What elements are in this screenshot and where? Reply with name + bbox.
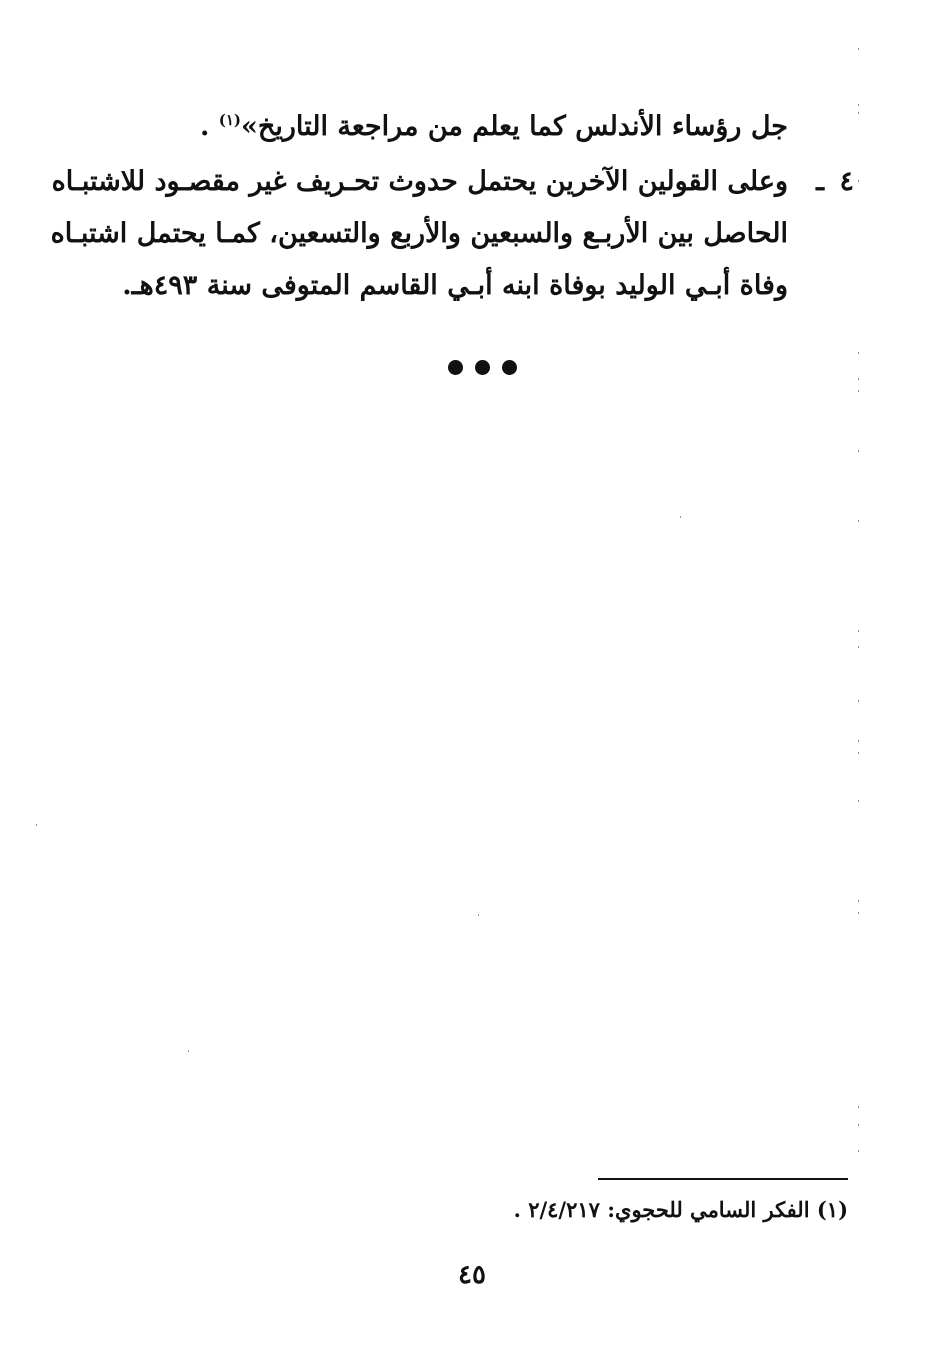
scan-speck bbox=[858, 48, 859, 50]
text-line-4: وفاة أبـي الوليد بوفاة ابنه أبـي القاسم المتوفى سنة ٤٩٣هـ. bbox=[122, 270, 788, 301]
scan-speck bbox=[858, 912, 859, 914]
scan-speck bbox=[858, 1150, 859, 1152]
separator-dot-icon bbox=[502, 360, 517, 375]
scan-speck bbox=[858, 1106, 859, 1108]
scan-speck bbox=[858, 1124, 859, 1126]
text-line-1-content: جل رؤساء الأندلس كما يعلم من مراجعة التاريخ» bbox=[241, 111, 788, 142]
scan-speck bbox=[858, 800, 859, 802]
list-item-number: ٤ bbox=[839, 166, 854, 197]
scan-speck bbox=[858, 752, 859, 754]
scan-speck bbox=[858, 520, 859, 522]
scan-speck bbox=[858, 700, 859, 702]
separator-dot-icon bbox=[448, 360, 463, 375]
section-separator bbox=[448, 360, 517, 375]
footnote: (١) الفكر السامي للحجوي: ٢/٤/٢١٧ . bbox=[513, 1197, 848, 1222]
scan-speck bbox=[478, 914, 479, 916]
scan-speck bbox=[858, 180, 859, 182]
page-number: ٤٥ bbox=[458, 1260, 486, 1290]
text-line-2: وعلى القولين الآخرين يحتمل حدوث تحـريف غير مقصـود للاشتبـاه bbox=[51, 166, 788, 197]
scan-speck bbox=[858, 740, 859, 742]
scan-speck bbox=[858, 630, 859, 632]
scan-speck bbox=[680, 516, 681, 518]
scan-speck bbox=[188, 1050, 189, 1052]
scan-speck bbox=[858, 104, 859, 106]
scan-speck bbox=[858, 646, 859, 648]
scan-speck bbox=[858, 900, 859, 902]
footnote-divider bbox=[598, 1178, 848, 1180]
scan-speck bbox=[858, 352, 859, 354]
scan-speck bbox=[858, 390, 859, 392]
scan-speck bbox=[36, 824, 37, 826]
text-line-1-period: . bbox=[199, 111, 219, 142]
footnote-reference: (١) bbox=[218, 111, 242, 129]
scan-speck bbox=[858, 112, 859, 114]
scan-speck bbox=[858, 450, 859, 452]
scan-speck bbox=[858, 378, 859, 380]
text-line-3: الحاصل بين الأربـع والسبعين والأربع والتسعين، كمـا يحتمل اشتبـاه bbox=[50, 218, 788, 249]
list-item-dash: ـ bbox=[816, 166, 824, 197]
separator-dot-icon bbox=[475, 360, 490, 375]
text-line-1 bbox=[200, 100, 788, 147]
